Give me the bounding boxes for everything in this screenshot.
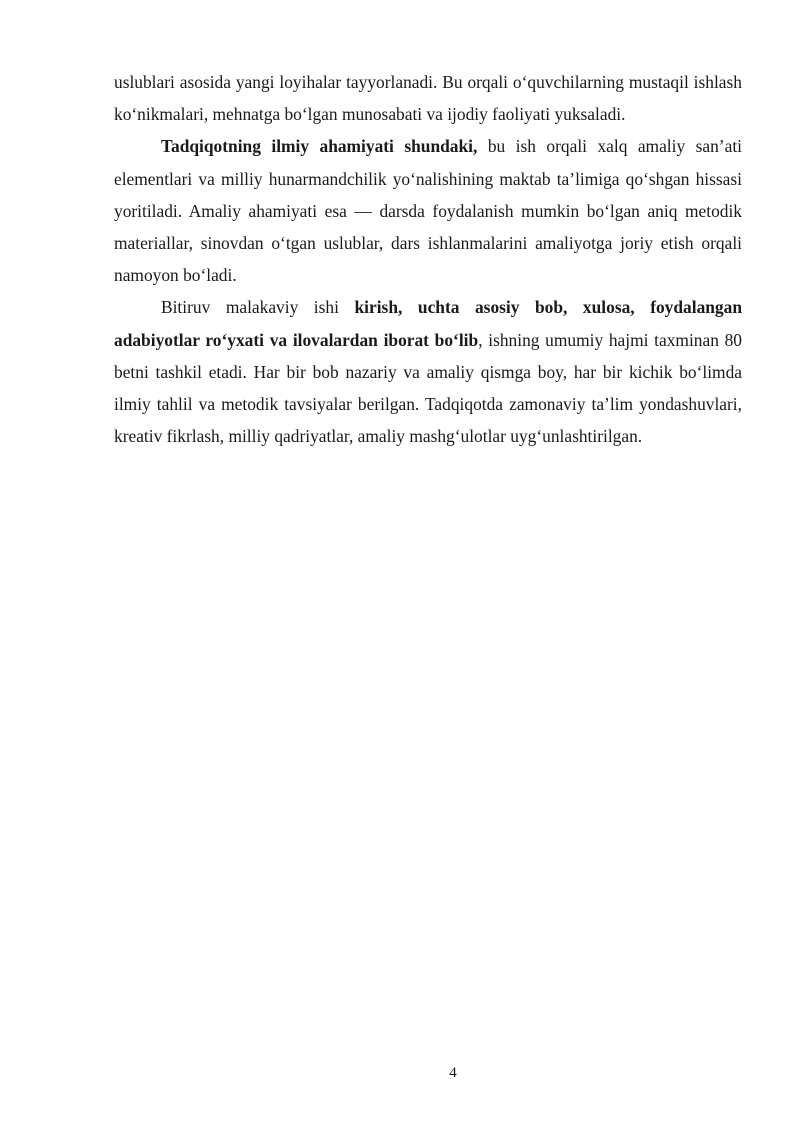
paragraph-intro-continuation — [114, 66, 742, 130]
paragraph-scientific-significance — [114, 130, 742, 291]
paragraph-bold-structure: kirish, uchta asosiy bob, xulosa, foydalangan adabiyotlar ro‘yxati va ilovalardan iborat bo‘lib — [114, 297, 742, 350]
paragraph-text: uslublari asosida yangi loyihalar tayyorlanadi. Bu orqali o‘quvchilarning mustaqil ishlash ko‘nikmalari, mehnatga bo‘lgan munosabati va ijodiy faoliyati yuksaladi. — [114, 72, 742, 125]
paragraph-text: bu ish orqali xalq amaliy san’ati elementlari va milliy hunarmandchilik yo‘nalishining maktab ta’limiga qo‘shgan hissasi yoritiladi. Amaliy ahamiyati esa — darsda foydalanish mumkin bo‘lgan aniq metodik materiallar, sinovdan o‘tgan uslublar, dars ishlanmalarini amaliyotga joriy etish orqali namoyon bo‘ladi. — [114, 136, 742, 286]
document-page — [114, 66, 742, 452]
page-number: 4 — [449, 1065, 457, 1081]
paragraph-text: , ishning umumiy hajmi taxminan 80 betni tashkil etadi. Har bir bob nazariy va amaliy qismga boy, har bir kichik bo‘limda ilmiy tahlil va metodik tavsiyalar berilgan. Tadqiqotda zamonaviy ta’lim yondashuvlari, kreativ fikrlash, milliy qadriyatlar, amaliy mashg‘ulotlar uyg‘unlashtirilgan. — [114, 329, 743, 447]
paragraph-structure — [114, 291, 742, 452]
paragraph-text: Bitiruv malakaviy ishi — [161, 297, 355, 318]
paragraph-bold-lead: Tadqiqotning ilmiy ahamiyati shundaki, — [161, 136, 478, 157]
